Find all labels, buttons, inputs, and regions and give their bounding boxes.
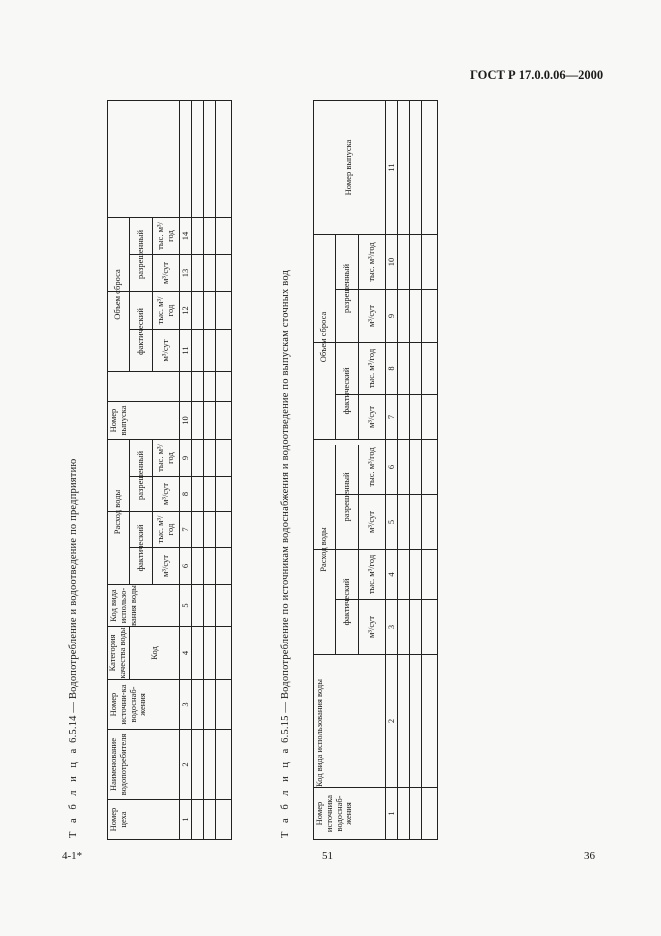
t1-caption-prefix: Т а б л и ц а xyxy=(68,745,79,838)
t2-header-unit: тыс. м³/год xyxy=(366,447,377,487)
t1-header-water-flow: Расход воды xyxy=(112,489,123,535)
t1-col-number: 11 xyxy=(180,346,190,355)
t2-header-discharge-permitted: разрешенный xyxy=(341,263,352,314)
t1-header-source-number: Номер источни-ка водоснаб-жения xyxy=(108,684,148,725)
t2-header-flow-actual: фактический xyxy=(341,578,352,626)
t2-header-source-number: Номер источника водоснаб-жения xyxy=(314,794,354,833)
t1-header-unit: м³/сут xyxy=(160,555,171,577)
t2-header-unit: м³/сут xyxy=(366,406,377,428)
t2-caption-title: — Водопотребление по источникам водоснабжения и водоотведение по выпускам сточных вод xyxy=(280,269,291,716)
t1-header-discharge-permitted: разрешенный xyxy=(135,229,146,280)
t1-header-discharge-volume: Объем сброса xyxy=(112,269,123,320)
t1-col-number: 6 xyxy=(180,563,190,569)
t2-col-number: 3 xyxy=(386,624,396,630)
t2-header-unit: тыс. м³/год xyxy=(366,554,377,595)
center-page-number: 51 xyxy=(322,850,333,862)
t1-col-number: 2 xyxy=(180,762,190,767)
t1-header-unit: тыс. м³/год xyxy=(155,296,175,325)
t1-col-number: 3 xyxy=(180,702,190,707)
t1-col-number: 13 xyxy=(180,268,190,278)
t1-col-number: 1 xyxy=(180,817,190,822)
t1-header-unit: тыс. м³/год xyxy=(155,222,175,250)
t2-caption-number: 6.5.15 xyxy=(280,715,291,743)
t1-header-discharge-actual: фактический xyxy=(135,308,146,355)
t1-header-unit: тыс. м³/год xyxy=(155,515,175,544)
t2-header-water-flow: Расход воды xyxy=(318,527,329,572)
t2-col-number: 7 xyxy=(386,414,396,420)
t1-header-quality-code: Код xyxy=(148,646,159,660)
t2-header-unit: тыс. м³/год xyxy=(366,348,377,389)
t2-col-number: 9 xyxy=(386,313,396,319)
standard-header: ГОСТ Р 17.0.0.06—2000 xyxy=(470,68,604,82)
t2-col-number: 2 xyxy=(386,718,396,724)
t1-col-number: 5 xyxy=(180,603,190,608)
t2-col-number: 5 xyxy=(386,519,396,525)
t1-header-consumer-name: Наименование водопотребителя xyxy=(108,733,128,796)
t2-header-discharge-volume: Объем сброса xyxy=(318,311,329,363)
table-6-5-14 xyxy=(107,100,232,840)
t1-col-number: 9 xyxy=(180,455,190,461)
t1-col-number: 14 xyxy=(180,231,190,241)
t1-col-number: 12 xyxy=(180,306,190,315)
t2-header-unit: м³/сут xyxy=(366,305,377,327)
t1-col-number: 4 xyxy=(180,650,190,656)
table-6-5-15 xyxy=(313,100,438,840)
t1-header-unit: м³/сут xyxy=(160,262,171,284)
t1-header-shop-number: Номер цеха xyxy=(108,807,128,832)
t1-col-number: 10 xyxy=(180,416,190,425)
t1-header-use-code: Код вида использо-вания воды xyxy=(108,585,138,626)
t1-col-number: 8 xyxy=(180,491,190,497)
t2-header-unit: м³/сут xyxy=(366,511,377,533)
t1-header-outlet-number: Номер выпуска xyxy=(108,405,128,436)
t1-header-flow-permitted: разрешенный xyxy=(135,450,146,501)
t2-header-outlet-number: Номер выпуска xyxy=(343,139,354,196)
t2-col-number: 1 xyxy=(386,811,396,816)
t2-header-unit: тыс. м³/год xyxy=(366,242,377,282)
t2-header-discharge-actual: фактический xyxy=(341,367,352,415)
left-mark: 4-1* xyxy=(62,850,83,862)
t2-header-use-code: Код вида использования воды xyxy=(314,679,324,787)
t1-col-number: 7 xyxy=(180,527,190,532)
t1-header-unit: м³/сут xyxy=(160,339,171,362)
t2-header-flow-permitted: разрешенный xyxy=(341,472,352,522)
t2-caption-prefix: Т а б л и ц а xyxy=(280,745,291,838)
t1-header-unit: м³/сут xyxy=(160,483,171,505)
t1-caption-number: 6.5.14 xyxy=(68,715,79,743)
t2-col-number: 11 xyxy=(386,163,396,172)
t2-col-number: 10 xyxy=(386,257,396,267)
t2-header-unit: м³/сут xyxy=(366,616,377,638)
t2-col-number: 4 xyxy=(386,572,396,577)
page-number: 36 xyxy=(584,850,595,862)
t1-caption-title: — Водопотребление и водоотведение по предприятию xyxy=(68,458,79,716)
t1-header-quality-category: Категория качества воды xyxy=(107,627,127,679)
t2-col-number: 8 xyxy=(386,366,396,371)
t2-col-number: 6 xyxy=(386,464,396,470)
t1-header-flow-actual: фактический xyxy=(135,524,146,572)
t1-header-unit: тыс. м³/год xyxy=(155,444,175,472)
